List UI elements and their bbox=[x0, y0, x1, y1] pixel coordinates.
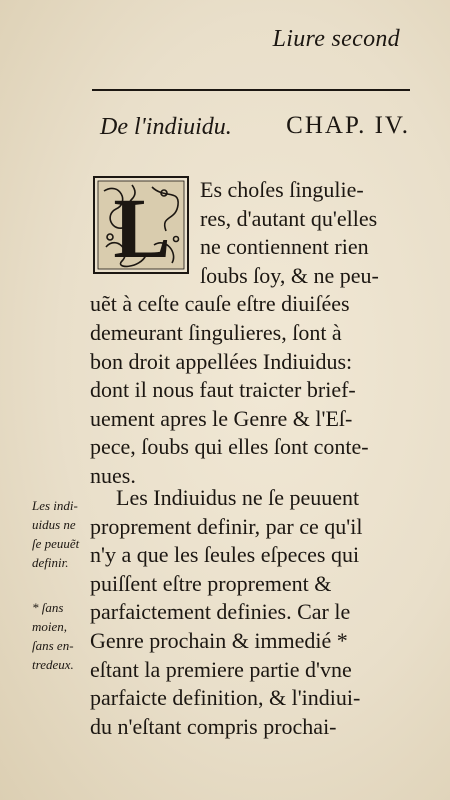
marginal-note-line: * ſans bbox=[32, 600, 64, 615]
running-head: Liure second bbox=[272, 26, 400, 52]
text-line: parfaictement definies. Car le bbox=[90, 599, 351, 625]
text-line: dont il nous faut traicter brief- bbox=[90, 377, 356, 403]
text-line: nues. bbox=[90, 463, 136, 488]
marginal-note-line: ſans en- bbox=[32, 638, 74, 653]
text-line: res, d'autant qu'elles bbox=[200, 205, 378, 231]
marginal-note-line: uidus ne bbox=[32, 517, 76, 532]
text-line: du n'eſtant compris prochai- bbox=[90, 713, 337, 739]
text-line: pece, ſoubs qui elles ſont conte- bbox=[90, 434, 369, 460]
marginal-note-line: ſe peuuẽt bbox=[32, 536, 80, 551]
text-line: parfaicte definition, & l'indiui- bbox=[90, 685, 361, 711]
text-line: uẽt à ceſte cauſe eſtre diuiſées bbox=[90, 291, 350, 317]
text-line: demeurant ſingulieres, ſont à bbox=[90, 320, 342, 345]
text-line: Genre prochain & immedié * bbox=[90, 628, 348, 653]
text-line: ne contiennent rien bbox=[200, 234, 369, 260]
chapter-number: CHAP. IV. bbox=[286, 112, 410, 139]
marginal-note-line: tredeux. bbox=[32, 657, 74, 672]
marginal-note-line: Les indi- bbox=[32, 498, 78, 513]
chapter-title: De l'indiuidu. bbox=[100, 114, 232, 140]
text-line: Les Indiuidus ne ſe peuuent bbox=[116, 485, 360, 510]
text-line: puiſſent eſtre proprement & bbox=[90, 570, 332, 596]
text-line: eſtant la premiere partie d'vne bbox=[90, 656, 352, 682]
text-line: uement apres le Genre & l'Eſ- bbox=[90, 405, 353, 431]
header-rule bbox=[92, 89, 410, 91]
text-line: Es choſes ſingulie- bbox=[200, 177, 364, 202]
marginal-note-line: moien, bbox=[32, 619, 68, 634]
marginal-note-line: definir. bbox=[32, 555, 69, 570]
text-line: n'y a que les ſeules eſpeces qui bbox=[90, 542, 360, 568]
text-line: proprement definir, par ce qu'il bbox=[90, 513, 363, 539]
decorated-initial-l bbox=[92, 175, 190, 275]
svg-text:L: L bbox=[113, 180, 171, 275]
text-line: bon droit appellées Indiuidus: bbox=[90, 348, 353, 374]
text-line: ſoubs ſoy, & ne peu- bbox=[200, 262, 379, 288]
